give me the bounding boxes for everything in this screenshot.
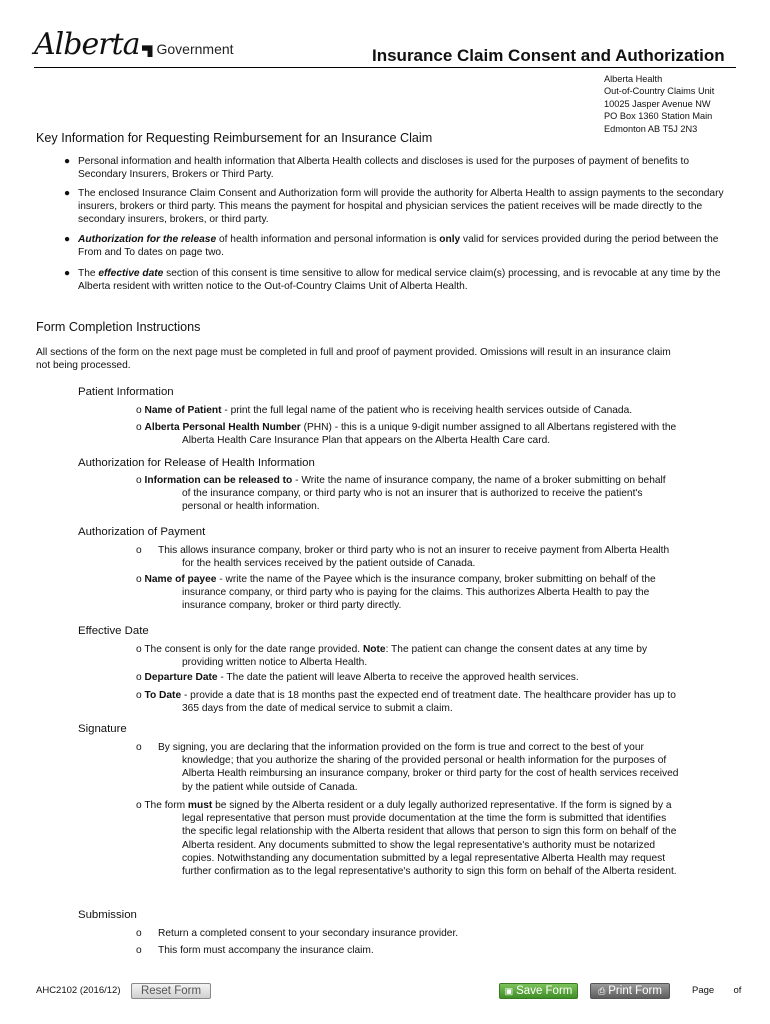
text-run: - provide a date that is 18 months past the expected end of treatment date. The healthcare provider has up to: [181, 690, 676, 701]
field-name: To Date: [144, 690, 182, 701]
text-run: - write the name of the Payee which is the insurance company, broker submitting on behalf of the: [216, 574, 656, 585]
text-run: valid for services provided during the period between the From and To dates on page two.: [78, 234, 719, 259]
text-run: providing written notice to Alberta Health.: [182, 657, 368, 669]
logo-script: Alberta: [34, 27, 140, 62]
sub-marker: o: [136, 644, 142, 655]
text-run: legal representative that person must provide documentation at the time the form is submitted that identifies: [182, 813, 667, 825]
list-item: [136, 741, 736, 794]
text-run: 365 days from the date of medical service to submit a claim.: [182, 703, 453, 715]
text-run: copies. Notwithstanding any documentation submitted by a legal representative Alberta Health may request: [182, 852, 666, 864]
printer-icon: ⎙: [598, 986, 606, 996]
text-run: section of this consent is time sensitive to allow for medical service claim(s) processing, and is revocable at any time by the Alberta resident with written notice to the Out-of-Country Claims Unit of Alberta Health.: [78, 268, 721, 293]
sub-marker: o: [136, 574, 142, 585]
sub-marker: o: [136, 405, 142, 416]
effective-date-heading: Effective Date: [78, 625, 149, 637]
release-heading: Authorization for Release of Health Information: [78, 457, 315, 469]
instructions-intro: [36, 346, 736, 372]
field-name: Name of Patient: [144, 405, 222, 416]
list-item: [64, 233, 734, 259]
page-indicator: [692, 985, 741, 997]
save-label: Save Form: [516, 985, 573, 997]
text-run: The: [78, 268, 99, 279]
print-form-button[interactable]: [590, 983, 670, 999]
sub-marker: o: [136, 800, 142, 811]
list-item: [64, 187, 734, 227]
list-item: [136, 573, 736, 613]
list-item: [136, 404, 736, 417]
text-run: the specific legal relationship with the Alberta resident that allows that person to sign this form on behalf of the: [182, 826, 677, 838]
field-name: Alberta Personal Health Number: [144, 422, 301, 433]
emphasis: must: [187, 800, 213, 811]
bullet-text: Personal information and health information that Alberta Health collects and discloses is used for the purposes of payment of benefits to Secondary Insurers, Brokers or Third Party.: [78, 156, 690, 181]
text-run: personal or health information.: [182, 501, 320, 513]
intro-line: not being processed.: [36, 360, 131, 372]
text-run: Return a completed consent to your secondary insurance provider.: [158, 928, 459, 939]
intro-line: All sections of the form on the next page must be completed in full and proof of payment provided. Omissions will result in an insurance claim: [36, 347, 671, 358]
emphasis: effective date: [98, 268, 164, 279]
text-run: Alberta resident. Any documents submitted to show the legal representative's authority must be notarized: [182, 839, 656, 851]
address-line: Out-of-Country Claims Unit: [604, 86, 715, 97]
save-icon: ▣: [504, 986, 514, 996]
list-item: [136, 689, 736, 715]
text-run: by the patient while outside of Canada.: [182, 781, 358, 793]
header-rule: [34, 67, 736, 68]
alberta-logo: [34, 27, 234, 64]
payment-heading: Authorization of Payment: [78, 526, 206, 538]
text-run: insurance company, or third party who is paying for the claims. This authorizes Alberta Health to pay the: [182, 587, 650, 599]
list-item: [136, 474, 736, 514]
emphasis: Note: [362, 644, 386, 655]
list-item: [136, 421, 736, 447]
print-label: Print Form: [608, 985, 662, 997]
key-info-heading: Key Information for Requesting Reimbursement for an Insurance Claim: [36, 131, 433, 145]
bullet-marker: ●: [64, 268, 71, 279]
address-line: PO Box 1360 Station Main: [604, 111, 713, 122]
text-run: - The date the patient will leave Alberta to receive the approved health services.: [217, 672, 579, 683]
sub-marker: o: [136, 690, 142, 701]
list-item: [136, 799, 736, 878]
logo-government: Government: [156, 41, 234, 57]
sub-marker: o: [136, 672, 142, 683]
form-code: AHC2102 (2016/12): [36, 985, 121, 996]
bullet-marker: ●: [64, 188, 71, 199]
address-line: Alberta Health: [604, 74, 663, 84]
page-label: Page: [692, 985, 715, 996]
text-run: This form must accompany the insurance claim.: [158, 945, 374, 956]
sub-marker: o: [136, 422, 142, 433]
mailing-address: [604, 73, 714, 135]
text-run: knowledge; that you authorize the sharing of the provided personal or health information for the purposes of: [182, 755, 667, 767]
bullet-marker: ●: [64, 156, 71, 167]
text-run: : The patient can change the consent dates at any time by: [385, 644, 648, 655]
bullet-text: [78, 233, 734, 259]
text-run: By signing, you are declaring that the information provided on the form is true and correct to the best of your: [158, 742, 644, 753]
bullet-marker: ●: [64, 234, 71, 245]
list-item: [136, 643, 736, 669]
text-run: of the insurance company, or third party who is not an insurer that is authorized to receive the patient's: [182, 488, 643, 500]
text-run: (PHN) - this is a unique 9-digit number assigned to all Albertans registered with the: [300, 422, 677, 433]
list-item: [64, 267, 734, 293]
field-name: Departure Date: [144, 672, 218, 683]
text-run: for the health services received by the patient outside of Canada.: [182, 558, 476, 570]
emphasis: Authorization for the release: [78, 234, 217, 245]
list-item: [136, 927, 736, 940]
save-form-button[interactable]: [499, 983, 578, 999]
sub-marker: o: [136, 545, 142, 556]
sub-marker: o: [136, 928, 142, 939]
instructions-heading: Form Completion Instructions: [36, 320, 201, 334]
text-run: Alberta Health reimbursing an insurance company, broker or third party for the cost of health services received: [182, 768, 679, 780]
text-run: The form: [144, 800, 188, 811]
field-name: Information can be released to: [144, 475, 293, 486]
field-name: Name of payee: [144, 574, 217, 585]
sub-marker: o: [136, 945, 142, 956]
patient-info-heading: Patient Information: [78, 386, 174, 398]
text-run: be signed by the Alberta resident or a duly legally authorized representative. If the form is signed by a: [212, 800, 672, 811]
list-item: [136, 944, 736, 957]
address-line: 10025 Jasper Avenue NW: [604, 98, 711, 109]
text-run: - Write the name of insurance company, the name of a broker submitting on behalf: [292, 475, 666, 486]
bullet-text: The enclosed Insurance Claim Consent and Authorization form will provide the authority for Alberta Health to assign payments to the secondary insurers, brokers or third party. This means the payment for hospital and physician services the patient receives will be made directly to the secondary insurers, brokers, or third party.: [78, 188, 724, 226]
text-run: - print the full legal name of the patient who is receiving health services outside of Canada.: [221, 405, 633, 416]
sub-marker: o: [136, 475, 142, 486]
text-run: This allows insurance company, broker or third party who is not an insurer to receive payment from Alberta Health: [158, 545, 670, 556]
address-line: Edmonton AB T5J 2N3: [604, 123, 698, 134]
list-item: [136, 544, 736, 570]
text-run: Alberta Health Care Insurance Plan that appears on the Alberta Health Care card.: [182, 435, 551, 447]
text-run: insurance company, broker or third party directly.: [182, 600, 402, 612]
text-run: further confirmation as to the legal representative's authority to sign this form on behalf of the Alberta resident.: [182, 866, 677, 878]
reset-form-button[interactable]: Reset Form: [131, 983, 211, 999]
text-run: The consent is only for the date range provided.: [144, 644, 363, 655]
logo-mark-icon: [142, 45, 153, 57]
list-item: [64, 155, 734, 181]
page-title: Insurance Claim Consent and Authorization: [372, 46, 725, 65]
bullet-text: [78, 267, 734, 293]
emphasis: only: [439, 234, 461, 245]
submission-heading: Submission: [78, 909, 137, 921]
text-run: of health information and personal information is: [216, 234, 440, 245]
sub-marker: o: [136, 742, 142, 753]
signature-heading: Signature: [78, 723, 127, 735]
of-label: of: [733, 985, 742, 996]
list-item: [136, 671, 736, 684]
